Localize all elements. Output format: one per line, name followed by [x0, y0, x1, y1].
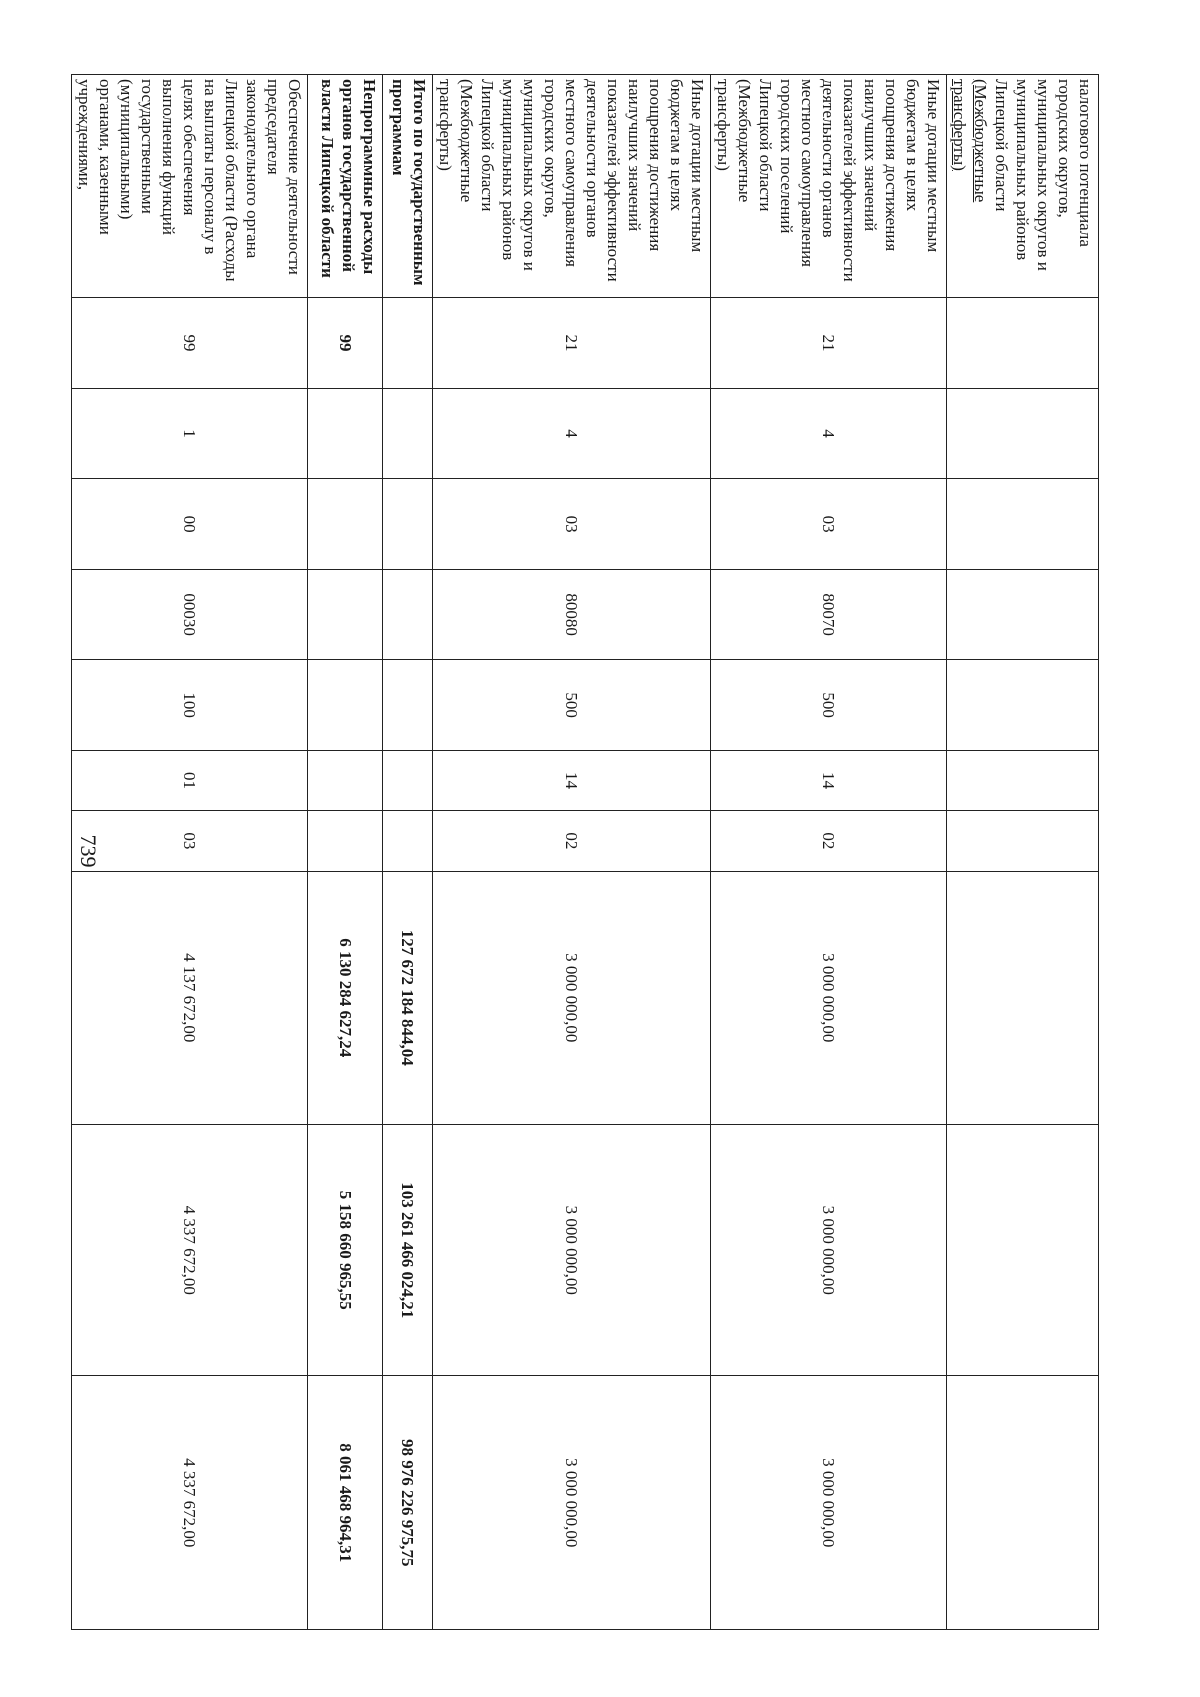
table-row	[72, 75, 308, 1630]
subsection-cell	[947, 811, 1099, 871]
program-code-cell: 21	[711, 298, 947, 389]
row-name-cell	[308, 75, 383, 298]
activity-code-cell: 00	[72, 479, 308, 570]
row-name-tail: (Межбюджетные трансферты)	[436, 79, 476, 203]
subprogram-code-cell: 4	[433, 388, 711, 479]
subprogram-code-cell: 1	[72, 388, 308, 479]
subsection-cell: 02	[433, 811, 711, 871]
program-code-cell	[383, 298, 433, 389]
direction-code-cell: 80080	[433, 569, 711, 660]
program-code-cell: 21	[433, 298, 711, 389]
section-cell: 14	[433, 750, 711, 810]
subsection-cell: 03	[72, 811, 308, 871]
amount-year1-cell: 6 130 284 627,24	[308, 871, 383, 1124]
expense-type-cell	[308, 660, 383, 751]
amount-year3-cell: 3 000 000,00	[711, 1376, 947, 1630]
amount-year2-cell: 4 337 672,00	[72, 1125, 308, 1376]
table-row	[711, 75, 947, 1630]
activity-code-cell	[383, 479, 433, 570]
row-name-tail: (Межбюджетные трансферты)	[714, 79, 754, 203]
subprogram-code-cell	[308, 388, 383, 479]
direction-code-cell	[308, 569, 383, 660]
subprogram-code-cell: 4	[711, 388, 947, 479]
program-code-cell: 99	[72, 298, 308, 389]
section-cell: 01	[72, 750, 308, 810]
expense-type-cell: 500	[433, 660, 711, 751]
expense-type-cell	[383, 660, 433, 751]
section-cell	[383, 750, 433, 810]
amount-year3-cell: 4 337 672,00	[72, 1376, 308, 1630]
direction-code-cell: 00030	[72, 569, 308, 660]
page-number: 739	[76, 834, 101, 868]
activity-code-cell	[308, 479, 383, 570]
row-name: Итого по государственным программам	[389, 79, 429, 286]
subsection-cell: 02	[711, 811, 947, 871]
amount-year3-cell	[947, 1376, 1099, 1630]
row-name-cell	[711, 75, 947, 298]
amount-year2-cell: 103 261 466 024,21	[383, 1125, 433, 1376]
amount-year3-cell: 3 000 000,00	[433, 1376, 711, 1630]
table-row	[947, 75, 1099, 1630]
row-name: Иные дотации местным бюджетам в целях поощрения достижения наилучших значений показателей эффективности деятельности органов местного самоуправления городских округов, муниципальных округов и муниципальных районов Липецкой области	[478, 79, 707, 282]
amount-year2-cell: 3 000 000,00	[433, 1125, 711, 1376]
program-code-cell: 99	[308, 298, 383, 389]
section-cell	[947, 750, 1099, 810]
budget-table	[71, 74, 1099, 1630]
table-row	[433, 75, 711, 1630]
activity-code-cell: 03	[711, 479, 947, 570]
expense-type-cell	[947, 660, 1099, 751]
row-name: Непрограммные расходы органов государственной власти Липецкой области	[318, 79, 379, 278]
row-name: налогового потенциала городских округов, муниципальных округов и муниципальных районов Липецкой области	[992, 79, 1095, 271]
amount-year2-cell	[947, 1125, 1099, 1376]
row-name: Иные дотации местным бюджетам в целях поощрения достижения наилучших значений показателей эффективности деятельности органов местного самоуправления городских поселений Липецкой области	[756, 79, 943, 282]
amount-year1-cell: 3 000 000,00	[433, 871, 711, 1124]
amount-year1-cell: 4 137 672,00	[72, 871, 308, 1124]
row-name-cell	[947, 75, 1099, 298]
table-row	[308, 75, 383, 1630]
row-name: Обеспечение деятельности председателя законодательного органа Липецкой области (Расходы на выплаты персоналу в целях обеспечения выполнения функций государственными (муниципальными) органами, казенными учреждениями,	[75, 79, 304, 282]
amount-year3-cell: 98 976 226 975,75	[383, 1376, 433, 1630]
amount-year1-cell: 127 672 184 844,04	[383, 871, 433, 1124]
subprogram-code-cell	[383, 388, 433, 479]
section-cell	[308, 750, 383, 810]
row-name-tail: (Межбюджетные трансферты)	[950, 79, 990, 203]
activity-code-cell	[947, 479, 1099, 570]
amount-year3-cell: 8 061 468 964,31	[308, 1376, 383, 1630]
direction-code-cell	[947, 569, 1099, 660]
row-name-cell	[433, 75, 711, 298]
amount-year1-cell	[947, 871, 1099, 1124]
amount-year2-cell: 5 158 660 965,55	[308, 1125, 383, 1376]
expense-type-cell: 100	[72, 660, 308, 751]
subsection-cell	[308, 811, 383, 871]
subprogram-code-cell	[947, 388, 1099, 479]
subsection-cell	[383, 811, 433, 871]
section-cell: 14	[711, 750, 947, 810]
amount-year2-cell: 3 000 000,00	[711, 1125, 947, 1376]
amount-year1-cell: 3 000 000,00	[711, 871, 947, 1124]
row-name-cell	[72, 75, 308, 298]
direction-code-cell: 80070	[711, 569, 947, 660]
program-code-cell	[947, 298, 1099, 389]
activity-code-cell: 03	[433, 479, 711, 570]
direction-code-cell	[383, 569, 433, 660]
row-name-cell	[383, 75, 433, 298]
table-row-total	[383, 75, 433, 1630]
expense-type-cell: 500	[711, 660, 947, 751]
